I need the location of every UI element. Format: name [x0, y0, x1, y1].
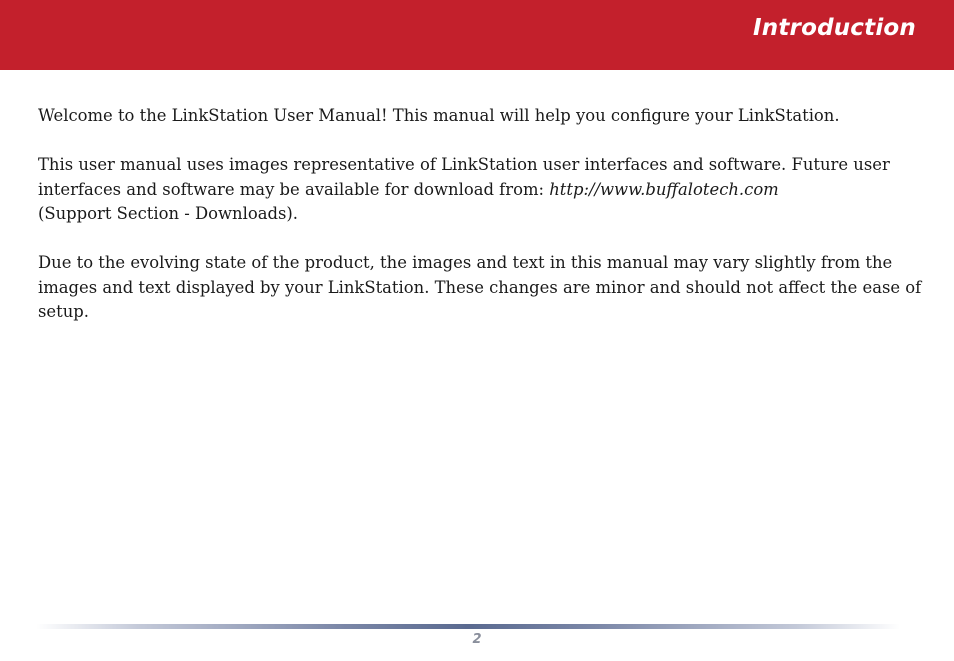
- header-band: [0, 0, 954, 70]
- page-number: 2: [472, 632, 482, 647]
- section-title: Introduction: [753, 15, 916, 41]
- download-paragraph-tail: (Support Section - Downloads).: [38, 204, 298, 223]
- download-paragraph: [38, 153, 928, 227]
- buffalotech-link[interactable]: http://www.buffalotech.com: [549, 179, 779, 199]
- welcome-paragraph: Welcome to the LinkStation User Manual! This manual will help you configure your LinkStation.: [38, 106, 840, 125]
- footer-divider: [36, 624, 900, 629]
- download-paragraph-text: This user manual uses images representative of LinkStation user interfaces and software. Future user interfaces and software may be available for download from:: [38, 155, 890, 199]
- manual-body: [38, 104, 928, 349]
- disclaimer-paragraph: Due to the evolving state of the product, the images and text in this manual may vary slightly from the images and text displayed by your LinkStation. These changes are minor and should not affect the ease of setup.: [38, 253, 922, 321]
